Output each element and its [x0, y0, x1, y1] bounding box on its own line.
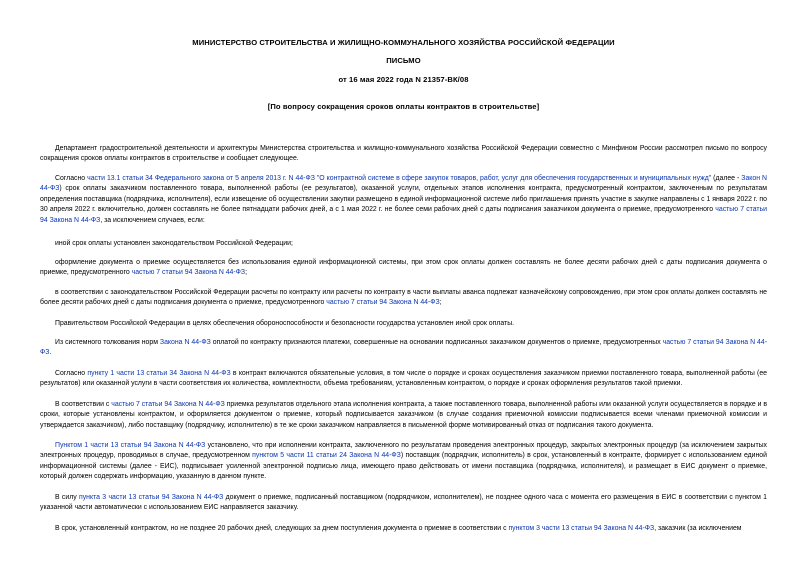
law-link[interactable]: Закона N 44-ФЗ [159, 339, 211, 346]
paragraph-text: в соответствии с законодательством Российской Федерации расчеты по контракту или расчеты по контракту в части выплаты аванса подлежат казначейскому сопровождению, при этом срок оплаты должен составлять не более десяти рабочих дней с даты подписания документа о приемке, предусмотренного [40, 289, 767, 307]
paragraph-electronic-procedures [40, 441, 767, 483]
paragraph-exception-1 [40, 239, 767, 249]
ministry-heading: МИНИСТЕРСТВО СТРОИТЕЛЬСТВА И ЖИЛИЩНО-КОММУНАЛЬНОГО ХОЗЯЙСТВА РОССИЙСКОЙ ФЕДЕРАЦИИ [192, 38, 615, 47]
paragraph-text: документ о приемке, подписанный поставщиком (подрядчиком, исполнителем), не позднее одного часа с момента его размещения в ЕИС в соответствии с пунктом 1 указанной части автоматически с использованием ЕИС направляется заказчику. [40, 494, 767, 512]
paragraph-payment-term [40, 174, 767, 226]
law-link[interactable]: части 13.1 статьи 34 Федерального закона от 5 апреля 2013 г. N 44-ФЗ "О контрактной системе в сфере закупок товаров, работ, услуг для обеспечения государственных и муниципальных нужд" [87, 175, 712, 182]
subject-heading: [По вопросу сокращения сроков оплаты контрактов в строительстве] [267, 102, 540, 111]
paragraph-text: установлено, что при исполнении контракта, заключенного по результатам проведения электронных процедур, закрытых электронных процедур (за исключением закрытых электронных процедур, проводимых в случае, предусмотренном [40, 442, 767, 460]
paragraph-acceptance [40, 400, 767, 431]
paragraph-text: Департамент градостроительной деятельности и архитектуры Министерства строительства и жилищно-коммунального хозяйства Российской Федерации совместно с Минфином России рассмотрел письмо по вопросу сокращения сроков оплаты контрактов в строительстве и сообщает следующее. [40, 145, 767, 163]
doc-type-heading: ПИСЬМО [386, 56, 421, 65]
paragraph-text: Согласно [55, 370, 88, 377]
paragraph-text: Правительством Российской Федерации в целях обеспечения обороноспособности и безопасности государства установлен иной срок оплаты. [55, 320, 515, 327]
law-link[interactable]: пункту 1 части 13 статьи 34 Закона N 44-ФЗ [87, 370, 231, 377]
law-link[interactable]: Пунктом 1 части 13 статьи 94 Закона N 44-ФЗ [55, 442, 206, 449]
paragraph-text: ; [245, 269, 247, 277]
law-link[interactable]: пунктом 3 части 13 статьи 94 Закона N 44-ФЗ [508, 525, 655, 532]
paragraph-text: , заказчик (за исключением [654, 525, 742, 532]
paragraph-text: иной срок оплаты установлен законодательством Российской Федерации; [55, 240, 293, 247]
paragraph-text: В силу [55, 494, 79, 501]
paragraph-text: ) поставщик (подрядчик, исполнитель) в срок, установленный в контракте, формирует с использованием единой информационной системы (далее - ЕИС), подписывает усиленной электронной подписью лица, имеющего право действовать от имени поставщика (подрядчика, исполнителя), и размещает в ЕИС документ о приемке, который должен содержать информацию, указанную в данном пункте. [40, 452, 767, 481]
law-link[interactable]: Закон N 44-ФЗ [40, 175, 767, 193]
paragraph-interpretation [40, 338, 767, 359]
law-link[interactable]: частью 7 статьи 94 Закона N 44-ФЗ [326, 299, 440, 307]
paragraph-deadline [40, 524, 767, 534]
paragraph-text: В срок, установленный контрактом, но не позднее 20 рабочих дней, следующих за днем поступления документа о приемке в соответствии с [55, 525, 509, 532]
paragraph-text: в контракт включаются обязательные условия, в том числе о порядке и сроках осуществления заказчиком приемки поставленного товара, выполненной работы (ее результатов) или оказанной услуги в части соответствия их количества, комплектности, объема требованиям, установленным контрактом, о порядке и сроках оформления результатов такой приемки. [40, 370, 767, 388]
paragraph-text: Из системного толкования норм [55, 339, 160, 346]
paragraph-text: Согласно [55, 175, 88, 182]
law-link[interactable]: пункта 3 части 13 статьи 94 Закона N 44-ФЗ [79, 494, 224, 501]
date-number-heading: от 16 мая 2022 года N 21357-ВК/08 [338, 75, 469, 84]
paragraph-text: В соответствии с [55, 401, 112, 408]
law-link[interactable]: пунктом 5 части 11 статьи 24 Закона N 44-ФЗ [252, 452, 401, 460]
law-link[interactable]: частью 7 статьи 94 Закона N 44-ФЗ [40, 339, 767, 357]
law-link[interactable]: частью 7 статьи 94 Закона N 44-ФЗ [111, 401, 225, 408]
paragraph-text: оплатой по контракту признаются платежи, совершенные на основании подписанных заказчиком документов о приемке, предусмотренных [210, 339, 663, 346]
paragraph-text: , за исключением случаев, если: [100, 216, 205, 224]
law-link[interactable]: частью 7 статьи 94 Закона N 44-ФЗ [40, 206, 767, 224]
paragraph-text: ; [439, 299, 442, 307]
paragraph-document-sending [40, 493, 767, 514]
paragraph-exception-4 [40, 319, 767, 329]
paragraph-text: (далее - [711, 175, 742, 182]
paragraph-exception-3 [40, 288, 767, 309]
paragraph-text: ) срок оплаты заказчиком поставленного товара, выполненной работы (ее результатов), оказанной услуги, отдельных этапов исполнения контракта, предусмотренный контрактом, заключенным по результатам определения поставщика (подрядчика, исполнителя), если извещение об осуществлении закупки размещено в единой информационной системе либо приглашения принять участие в закупке направлены с 1 января 2022 г. по 30 апреля 2022 г. включительно, должен составлять не более пятнадцати рабочих дней, а с 1 мая 2022 г. не более семи рабочих дней с даты подписания заказчиком документа о приемке, предусмотренного [40, 185, 767, 214]
paragraph-contract-terms [40, 369, 767, 390]
paragraph-text: . [49, 349, 52, 357]
paragraph-exception-2 [40, 258, 767, 279]
paragraph-text: приемка результатов отдельного этапа исполнения контракта, а также поставленного товара, выполненной работы или оказанной услуги осуществляется в порядке и в сроки, которые установлены контрактом, и оформляется документом о приемке, который подписывается заказчиком (в случае создания приемочной комиссии подписывается всеми членами приемочной комиссии и утверждается заказчиком), либо поставщику (подрядчику, исполнителю) в те же сроки заказчиком направляется в письменной форме мотивированный отказ от подписания такого документа. [40, 401, 768, 429]
paragraph-intro [40, 144, 767, 165]
law-link[interactable]: частью 7 статьи 94 Закона N 44-ФЗ [131, 269, 246, 277]
paragraph-text: оформление документа о приемке осуществляется без использования единой информационной системы, при этом срок оплаты должен составлять не более десяти рабочих дней с даты подписания документа о приемке, предусмотренного [40, 259, 767, 277]
